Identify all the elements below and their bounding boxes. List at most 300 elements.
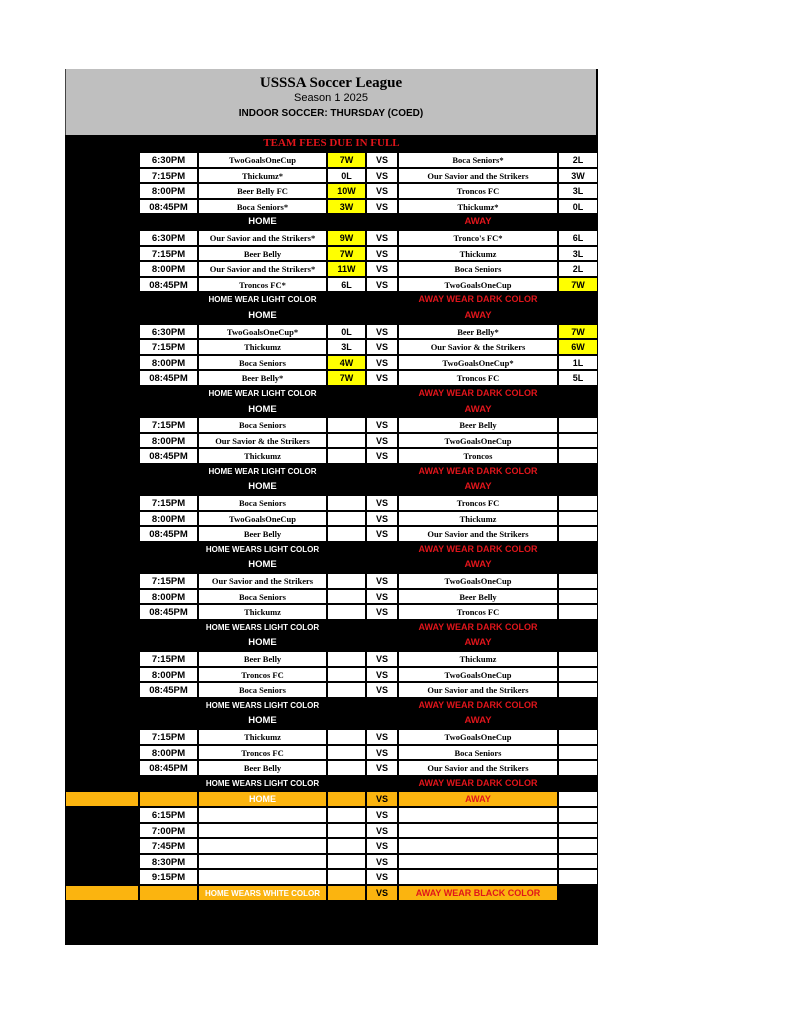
game-row: [65, 199, 598, 215]
away-score: [558, 807, 598, 823]
game-time: 7:45PM: [139, 838, 198, 854]
away-header: AWAY: [464, 481, 492, 493]
away-team: Beer Belly: [398, 589, 558, 605]
home-score: 0L: [327, 324, 366, 340]
vs-label: VS: [366, 682, 398, 698]
day-label: [65, 355, 139, 371]
day-label: THURSDAY: [77, 154, 127, 164]
home-score: [327, 682, 366, 698]
wear-color-row: [65, 776, 598, 792]
day-label: [65, 854, 139, 870]
day-label: 7/3/2025: [84, 590, 120, 601]
home-team: [198, 838, 327, 854]
away-header: AWAY: [464, 403, 492, 415]
home-score: [327, 573, 366, 589]
game-time: 8:00PM: [139, 433, 198, 449]
home-wear-label: HOME WEARS LIGHT COLOR: [205, 622, 320, 632]
home-team: Boca Seniors: [198, 355, 327, 371]
day-label: [65, 838, 139, 854]
vs-label: VS: [366, 199, 398, 215]
day-label: [65, 183, 139, 199]
home-score: [327, 838, 366, 854]
game-time: 7:15PM: [139, 339, 198, 355]
orange-blank: [558, 885, 598, 901]
home-away-row: [65, 308, 598, 324]
away-team: Our Savior & the Strikers: [398, 339, 558, 355]
home-header: HOME: [248, 309, 277, 321]
vs-label: VS: [366, 651, 398, 667]
game-row: [65, 152, 598, 168]
home-wear-label: HOME WEARS LIGHT COLOR: [205, 778, 320, 788]
game-row: [65, 511, 598, 527]
vs-label: VS: [366, 729, 398, 745]
day-label: WEEK 6: [84, 606, 120, 617]
game-time: 08:45PM: [139, 760, 198, 776]
home-away-row: [65, 713, 598, 729]
away-score: [558, 760, 598, 776]
wear-color-row: [65, 542, 598, 558]
home-team: TwoGoalsOneCup*: [198, 324, 327, 340]
away-score: [558, 667, 598, 683]
vs-label: VS: [366, 168, 398, 184]
home-header: HOME: [248, 637, 277, 649]
vs-label: VS: [366, 667, 398, 683]
day-label: 6/5/2025: [84, 247, 120, 258]
fees-notice: TEAM FEES DUE IN FULL: [65, 135, 598, 152]
away-team: TwoGoalsOneCup: [398, 729, 558, 745]
game-row: [65, 324, 598, 340]
day-label: 5/29/2025: [81, 169, 123, 180]
game-row: [65, 651, 598, 667]
away-team: TwoGoalsOneCup: [398, 667, 558, 683]
vs-label: VS: [366, 807, 398, 823]
home-team: [198, 807, 327, 823]
vs-label: VS: [366, 433, 398, 449]
home-score: [327, 604, 366, 620]
day-label: WEEK 2: [84, 278, 120, 289]
away-wear-label: AWAY WEAR DARK COLOR: [418, 621, 538, 632]
vs-label: VS: [366, 324, 398, 340]
away-team: Thickumz*: [398, 199, 558, 215]
home-score: 11W: [327, 261, 366, 277]
orange-blank: [558, 791, 598, 807]
vs-label: VS: [366, 869, 398, 885]
home-team: Troncos FC: [198, 667, 327, 683]
game-row: [65, 729, 598, 745]
home-header: HOME: [248, 216, 277, 228]
playoff-row: [65, 869, 598, 885]
home-score: [327, 854, 366, 870]
home-score: [327, 745, 366, 761]
game-time: 7:15PM: [139, 246, 198, 262]
home-score: [327, 667, 366, 683]
home-score: 3L: [327, 339, 366, 355]
away-header: AWAY: [464, 216, 492, 228]
game-row: [65, 526, 598, 542]
wear-color-row: [65, 698, 598, 714]
away-score: [558, 417, 598, 433]
away-score: [558, 589, 598, 605]
game-row: [65, 277, 598, 293]
orange-vs: VS: [366, 885, 398, 901]
game-time: 8:00PM: [139, 589, 198, 605]
away-score: [558, 511, 598, 527]
day-label: WEEK 3: [84, 372, 120, 383]
away-team: [398, 838, 558, 854]
game-row: [65, 417, 598, 433]
home-away-row: [65, 214, 598, 230]
home-team: Thickumz: [198, 339, 327, 355]
game-time: 9:15PM: [139, 869, 198, 885]
home-wear-label: HOME WEAR LIGHT COLOR: [208, 466, 317, 476]
game-time: 8:00PM: [139, 355, 198, 371]
game-time: 7:00PM: [139, 823, 198, 839]
away-team: [398, 869, 558, 885]
home-team: Thickumz: [198, 604, 327, 620]
home-score: 7W: [327, 246, 366, 262]
away-score: 7W: [558, 324, 598, 340]
away-team: TwoGoalsOneCup: [398, 573, 558, 589]
day-label: THURSDAY: [77, 730, 127, 741]
playoff-row: [65, 838, 598, 854]
playoff-row: [65, 854, 598, 870]
home-score: 7W: [327, 370, 366, 386]
game-row: [65, 573, 598, 589]
home-score: 0L: [327, 168, 366, 184]
game-row: [65, 246, 598, 262]
away-score: 5L: [558, 370, 598, 386]
game-time: 08:45PM: [139, 199, 198, 215]
home-team: [198, 869, 327, 885]
game-time: 08:45PM: [139, 604, 198, 620]
home-wear-label: HOME WEARS LIGHT COLOR: [205, 544, 320, 554]
game-row: [65, 604, 598, 620]
home-team: Beer Belly: [198, 651, 327, 667]
away-header: AWAY: [464, 309, 492, 321]
game-time: 8:30PM: [139, 854, 198, 870]
home-team: Thickumz: [198, 448, 327, 464]
orange-blank: [139, 791, 198, 807]
vs-label: VS: [366, 370, 398, 386]
game-time: 08:45PM: [139, 682, 198, 698]
away-score: 2L: [558, 152, 598, 168]
vs-label: VS: [366, 152, 398, 168]
home-header: HOME: [248, 715, 277, 727]
home-team: TwoGoalsOneCup: [198, 511, 327, 527]
home-team: Our Savior and the Strikers*: [198, 230, 327, 246]
vs-label: VS: [366, 573, 398, 589]
league-title: USSSA Soccer League: [259, 75, 403, 91]
away-team: Boca Seniors: [398, 261, 558, 277]
home-away-row: [65, 479, 598, 495]
away-team: Troncos FC: [398, 604, 558, 620]
away-team: Our Savior and the Strikers: [398, 168, 558, 184]
game-time: 8:00PM: [139, 511, 198, 527]
home-team: Boca Seniors: [198, 682, 327, 698]
home-away-row: [65, 402, 598, 418]
away-team: Our Savior and the Strikers: [398, 682, 558, 698]
away-team: Thickumz: [398, 651, 558, 667]
home-team: Our Savior and the Strikers: [198, 573, 327, 589]
vs-label: VS: [366, 495, 398, 511]
home-team: TwoGoalsOneCup: [198, 152, 327, 168]
game-time: 7:15PM: [139, 729, 198, 745]
playoff-row: [65, 807, 598, 823]
season-label: Season 1 2025: [293, 92, 368, 104]
vs-label: VS: [366, 417, 398, 433]
home-score: 6L: [327, 277, 366, 293]
day-label: 7/24/2025: [81, 824, 123, 835]
game-time: 7:15PM: [139, 651, 198, 667]
division-label: INDOOR SOCCER: THURSDAY (COED): [238, 108, 424, 119]
away-score: 7W: [558, 277, 598, 293]
orange-home: HOME: [198, 791, 327, 807]
orange-away: AWAY: [398, 791, 558, 807]
game-row: [65, 339, 598, 355]
vs-label: VS: [366, 745, 398, 761]
day-label: WEEK 8: [84, 762, 120, 773]
game-time: 6:15PM: [139, 807, 198, 823]
away-team: Troncos FC: [398, 370, 558, 386]
home-team: Beer Belly: [198, 760, 327, 776]
home-team: [198, 854, 327, 870]
vs-label: VS: [366, 355, 398, 371]
away-score: 1L: [558, 355, 598, 371]
home-score: 10W: [327, 183, 366, 199]
home-score: [327, 511, 366, 527]
away-team: Troncos FC: [398, 183, 558, 199]
away-wear-label: AWAY WEAR DARK COLOR: [418, 699, 538, 710]
game-row: [65, 370, 598, 386]
away-score: 3W: [558, 168, 598, 184]
game-time: 6:30PM: [139, 324, 198, 340]
home-team: Boca Seniors: [198, 495, 327, 511]
game-time: 6:30PM: [139, 230, 198, 246]
vs-label: VS: [366, 760, 398, 776]
vs-label: VS: [366, 589, 398, 605]
away-team: TwoGoalsOneCup: [398, 277, 558, 293]
game-row: [65, 168, 598, 184]
home-team: Beer Belly: [198, 526, 327, 542]
game-time: 6:30PM: [139, 152, 198, 168]
orange-blank: [139, 885, 198, 901]
home-team: Boca Seniors: [198, 417, 327, 433]
away-team: Boca Seniors: [398, 745, 558, 761]
home-score: [327, 417, 366, 433]
away-score: [558, 823, 598, 839]
orange-vs: VS: [366, 791, 398, 807]
day-label: 7/17/2025: [81, 746, 123, 757]
away-score: [558, 448, 598, 464]
home-team: Thickumz: [198, 729, 327, 745]
away-score: [558, 433, 598, 449]
day-label: THURSDAY: [77, 808, 127, 819]
away-team: Troncos FC: [398, 495, 558, 511]
away-header: AWAY: [464, 637, 492, 649]
game-time: 08:45PM: [139, 448, 198, 464]
away-score: 3L: [558, 246, 598, 262]
home-score: [327, 589, 366, 605]
day-label: THURSDAY: [77, 497, 127, 508]
home-team: [198, 823, 327, 839]
vs-label: VS: [366, 339, 398, 355]
home-wear-label: HOME WEAR LIGHT COLOR: [208, 295, 317, 305]
home-header: HOME: [248, 481, 277, 493]
away-team: Troncos: [398, 448, 558, 464]
day-label: 7/10/2025: [81, 668, 123, 679]
home-score: [327, 869, 366, 885]
day-label: 6/19/2025: [81, 434, 123, 445]
day-label: THURSDAY: [77, 231, 127, 242]
vs-label: VS: [366, 526, 398, 542]
wear-color-row: [65, 620, 598, 636]
game-row: [65, 230, 598, 246]
sheet-header: [65, 69, 598, 135]
away-wear-label: AWAY WEAR DARK COLOR: [418, 543, 538, 554]
home-score: [327, 448, 366, 464]
game-row: [65, 745, 598, 761]
away-team: Thickumz: [398, 511, 558, 527]
home-away-row: [65, 635, 598, 651]
game-row: [65, 355, 598, 371]
away-score: [558, 495, 598, 511]
away-header: AWAY: [464, 715, 492, 727]
game-row: [65, 183, 598, 199]
home-team: Beer Belly: [198, 246, 327, 262]
orange-blank: [65, 791, 139, 807]
wear-color-row: [65, 464, 598, 480]
game-time: 08:45PM: [139, 526, 198, 542]
vs-label: VS: [366, 246, 398, 262]
day-label: Week 7: [86, 684, 118, 695]
game-row: [65, 589, 598, 605]
game-time: 8:00PM: [139, 745, 198, 761]
home-team: Troncos FC*: [198, 277, 327, 293]
home-score: [327, 823, 366, 839]
home-score: [327, 807, 366, 823]
home-score: [327, 651, 366, 667]
away-score: [558, 651, 598, 667]
game-row: [65, 261, 598, 277]
home-score: [327, 760, 366, 776]
home-score: [327, 729, 366, 745]
home-team: Boca Seniors: [198, 589, 327, 605]
playoffs-footer-row: [65, 885, 598, 901]
away-score: [558, 838, 598, 854]
day-label: THURSDAY: [77, 419, 127, 430]
away-wear-label: AWAY WEAR DARK COLOR: [418, 387, 538, 398]
game-time: 7:15PM: [139, 573, 198, 589]
away-header: AWAY: [464, 559, 492, 571]
away-wear-label: AWAY WEAR DARK COLOR: [418, 777, 538, 788]
vs-label: VS: [366, 183, 398, 199]
vs-label: VS: [366, 511, 398, 527]
schedule-sheet: [65, 69, 598, 945]
away-team: Boca Seniors*: [398, 152, 558, 168]
day-label: WEEK 4: [84, 450, 120, 461]
game-time: 8:00PM: [139, 667, 198, 683]
playoffs-header-row: [65, 791, 598, 807]
day-label: [65, 261, 139, 277]
home-team: Our Savior & the Strikers: [198, 433, 327, 449]
wear-color-row: [65, 386, 598, 402]
away-team: TwoGoalsOneCup: [398, 433, 558, 449]
away-team: Beer Belly*: [398, 324, 558, 340]
home-team: Troncos FC: [198, 745, 327, 761]
home-team: Boca Seniors*: [198, 199, 327, 215]
home-team: Our Savior and the Strikers*: [198, 261, 327, 277]
vs-label: VS: [366, 838, 398, 854]
day-label: THURSDAY: [77, 653, 127, 663]
game-time: 7:15PM: [139, 417, 198, 433]
vs-label: VS: [366, 277, 398, 293]
away-team: [398, 854, 558, 870]
day-label: WEEK 1: [84, 200, 120, 211]
vs-label: VS: [366, 604, 398, 620]
home-away-row: [65, 557, 598, 573]
day-label: THURSDAY: [77, 325, 127, 336]
day-label: 6/12/2025: [81, 341, 123, 352]
away-team: [398, 823, 558, 839]
game-row: [65, 448, 598, 464]
away-score: [558, 745, 598, 761]
wear-color-row: [65, 292, 598, 308]
away-score: [558, 869, 598, 885]
schedule-rows: [65, 152, 598, 901]
orange-home: HOME WEARS WHITE COLOR: [198, 885, 327, 901]
game-time: 7:15PM: [139, 168, 198, 184]
away-score: 3L: [558, 183, 598, 199]
away-team: Our Savior and the Strikers: [398, 760, 558, 776]
game-row: [65, 682, 598, 698]
away-wear-label: AWAY WEAR DARK COLOR: [418, 465, 538, 476]
vs-label: VS: [366, 448, 398, 464]
game-row: [65, 495, 598, 511]
day-label: PLAYOFFS: [78, 871, 126, 882]
home-wear-label: HOME WEAR LIGHT COLOR: [208, 388, 317, 398]
home-wear-label: HOME WEARS LIGHT COLOR: [205, 700, 320, 710]
vs-label: VS: [366, 823, 398, 839]
away-score: [558, 729, 598, 745]
home-score: [327, 495, 366, 511]
away-wear-label: AWAY WEAR DARK COLOR: [418, 294, 538, 305]
away-team: Beer Belly: [398, 417, 558, 433]
game-time: 8:00PM: [139, 183, 198, 199]
home-score: 3W: [327, 199, 366, 215]
vs-label: VS: [366, 854, 398, 870]
away-team: Our Savior and the Strikers: [398, 526, 558, 542]
game-time: 8:00PM: [139, 261, 198, 277]
away-team: [398, 807, 558, 823]
home-score: 7W: [327, 152, 366, 168]
away-team: Thickumz: [398, 246, 558, 262]
home-team: Thickumz*: [198, 168, 327, 184]
day-label: 6/26/2025: [81, 512, 123, 523]
game-time: 7:15PM: [139, 495, 198, 511]
day-label: THURSDAY: [77, 575, 127, 586]
away-score: 2L: [558, 261, 598, 277]
orange-blank: [327, 885, 366, 901]
game-row: [65, 667, 598, 683]
away-score: [558, 604, 598, 620]
game-row: [65, 760, 598, 776]
game-row: [65, 433, 598, 449]
home-team: Beer Belly FC: [198, 183, 327, 199]
away-score: [558, 854, 598, 870]
vs-label: VS: [366, 261, 398, 277]
home-header: HOME: [248, 559, 277, 571]
away-score: [558, 573, 598, 589]
